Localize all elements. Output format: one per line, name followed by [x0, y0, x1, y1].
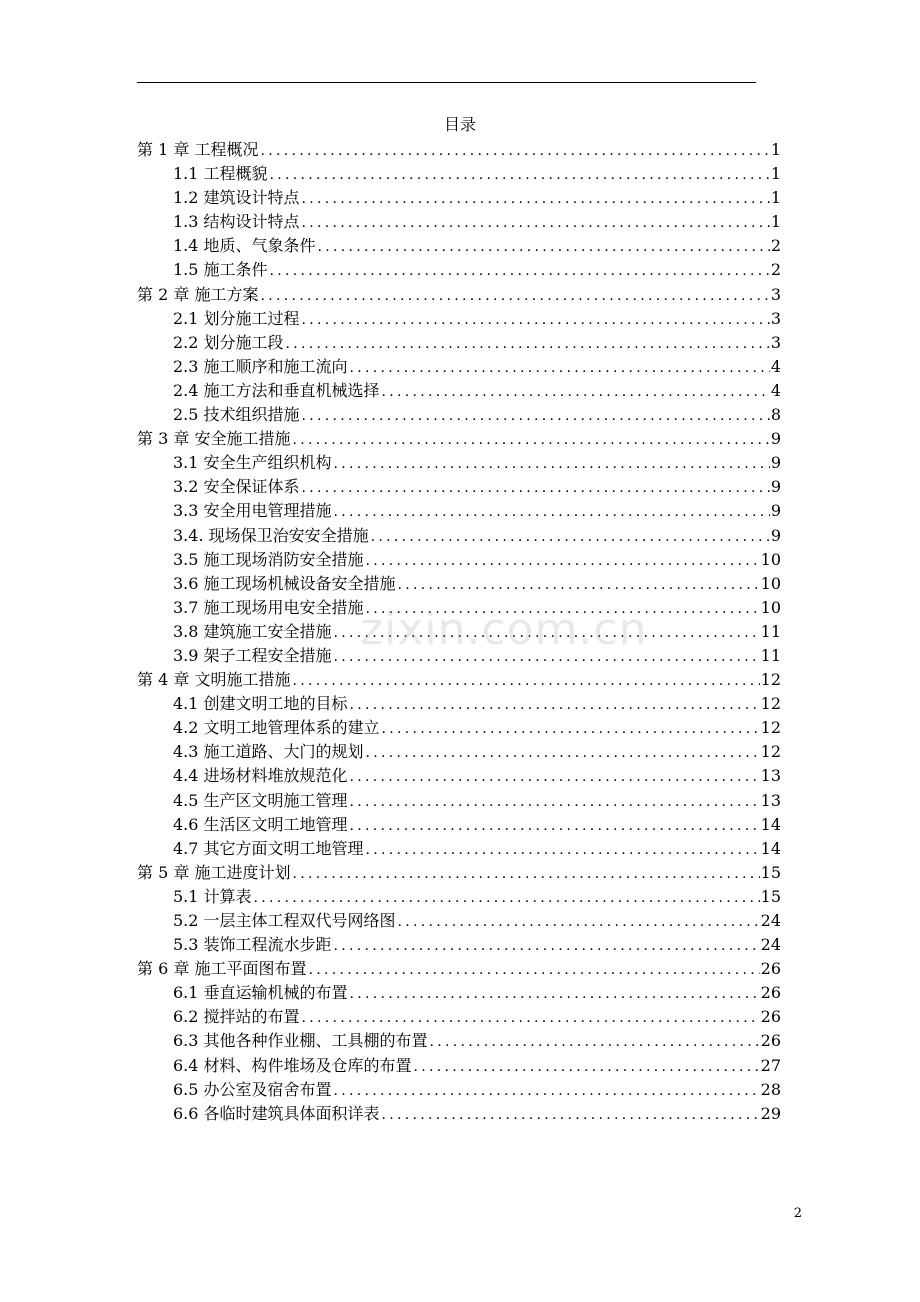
toc-entry-label: 6.6 各临时建筑具体面积详表: [173, 1103, 380, 1123]
table-of-contents: [137, 138, 781, 1126]
toc-dot-leader: [302, 404, 770, 428]
toc-dot-leader: [366, 549, 760, 573]
toc-entry-label: 3.4. 现场保卫治安安全措施: [173, 525, 369, 545]
toc-entry-page: 1: [770, 212, 781, 232]
toc-entry-label: 1.3 结构设计特点: [173, 212, 300, 232]
toc-dot-leader: [302, 187, 770, 211]
toc-entry-page: 10: [760, 573, 781, 593]
toc-dot-leader: [371, 525, 770, 549]
toc-dot-leader: [366, 838, 760, 862]
toc-section-entry[interactable]: [137, 186, 781, 210]
toc-entry-page: 2: [770, 236, 781, 256]
page-number: 2: [793, 1206, 802, 1221]
toc-entry-page: 1: [770, 188, 781, 208]
toc-entry-label: 2.2 划分施工段: [173, 332, 284, 352]
toc-section-entry[interactable]: [137, 764, 781, 788]
toc-dot-leader: [302, 476, 770, 500]
toc-section-entry[interactable]: [137, 572, 781, 596]
toc-entry-page: 26: [760, 1007, 781, 1027]
toc-section-entry[interactable]: [137, 1005, 781, 1029]
toc-entry-page: 4: [770, 356, 781, 376]
toc-entry-label: 3.1 安全生产组织机构: [173, 453, 332, 473]
toc-entry-page: 24: [760, 935, 781, 955]
toc-chapter-entry[interactable]: [137, 283, 781, 307]
toc-section-entry[interactable]: [137, 307, 781, 331]
toc-entry-page: 27: [760, 1055, 781, 1075]
toc-section-entry[interactable]: [137, 909, 781, 933]
toc-dot-leader: [398, 910, 760, 934]
toc-entry-page: 26: [760, 959, 781, 979]
toc-section-entry[interactable]: [137, 379, 781, 403]
toc-entry-page: 26: [760, 983, 781, 1003]
toc-section-entry[interactable]: [137, 644, 781, 668]
toc-entry-label: 2.1 划分施工过程: [173, 308, 300, 328]
toc-entry-label: 4.3 施工道路、大门的规划: [173, 742, 364, 762]
toc-entry-page: 15: [760, 886, 781, 906]
toc-dot-leader: [302, 1006, 760, 1030]
toc-dot-leader: [350, 982, 760, 1006]
toc-entry-label: 4.2 文明工地管理体系的建立: [173, 718, 380, 738]
toc-entry-label: 3.8 建筑施工安全措施: [173, 621, 332, 641]
toc-section-entry[interactable]: [137, 331, 781, 355]
toc-entry-label: 第 6 章 施工平面图布置: [137, 959, 307, 979]
toc-dot-leader: [366, 597, 760, 621]
toc-entry-page: 29: [760, 1103, 781, 1123]
toc-entry-label: 5.3 装饰工程流水步距: [173, 935, 332, 955]
toc-dot-leader: [292, 862, 759, 886]
toc-dot-leader: [398, 573, 760, 597]
toc-entry-page: 11: [760, 645, 781, 665]
toc-dot-leader: [334, 452, 770, 476]
toc-dot-leader: [334, 621, 760, 645]
toc-dot-leader: [270, 163, 770, 187]
toc-entry-label: 3.9 架子工程安全措施: [173, 645, 332, 665]
toc-section-entry[interactable]: [137, 1102, 781, 1126]
toc-entry-label: 第 5 章 施工进度计划: [137, 862, 291, 882]
toc-entry-label: 第 4 章 文明施工措施: [137, 670, 291, 690]
toc-dot-leader: [260, 284, 769, 308]
toc-entry-page: 8: [770, 405, 781, 425]
toc-entry-label: 6.2 搅拌站的布置: [173, 1007, 300, 1027]
toc-entry-page: 26: [760, 1031, 781, 1051]
toc-dot-leader: [334, 500, 770, 524]
toc-dot-leader: [430, 1030, 760, 1054]
toc-dot-leader: [334, 645, 760, 669]
toc-section-entry[interactable]: [137, 451, 781, 475]
toc-section-entry[interactable]: [137, 813, 781, 837]
toc-dot-leader: [382, 717, 760, 741]
toc-dot-leader: [334, 1079, 760, 1103]
toc-entry-label: 第 1 章 工程概况: [137, 140, 259, 159]
toc-section-entry[interactable]: [137, 210, 781, 234]
toc-title: 目录: [443, 115, 476, 134]
toc-entry-label: 4.7 其它方面文明工地管理: [173, 838, 364, 858]
toc-chapter-entry[interactable]: [137, 138, 781, 162]
toc-entry-page: 14: [760, 814, 781, 834]
toc-entry-page: 14: [760, 838, 781, 858]
watermark: zixin.com.cn: [360, 604, 648, 655]
toc-entry-label: 6.4 材料、构件堆场及仓库的布置: [173, 1055, 412, 1075]
toc-section-entry[interactable]: [137, 789, 781, 813]
toc-entry-label: 3.6 施工现场机械设备安全措施: [173, 573, 396, 593]
toc-section-entry[interactable]: [137, 740, 781, 764]
toc-entry-page: 3: [770, 284, 781, 304]
toc-dot-leader: [292, 428, 769, 452]
toc-entry-page: 9: [770, 453, 781, 473]
toc-dot-leader: [414, 1055, 760, 1079]
toc-section-entry[interactable]: [137, 837, 781, 861]
toc-entry-page: 9: [770, 501, 781, 521]
toc-entry-label: 2.3 施工顺序和施工流向: [173, 356, 348, 376]
toc-dot-leader: [302, 211, 770, 235]
toc-chapter-entry[interactable]: [137, 427, 781, 451]
toc-section-entry[interactable]: [137, 692, 781, 716]
toc-section-entry[interactable]: [137, 1029, 781, 1053]
toc-dot-leader: [270, 259, 770, 283]
toc-entry-page: 9: [770, 525, 781, 545]
toc-section-entry[interactable]: [137, 403, 781, 427]
toc-entry-page: 24: [760, 911, 781, 930]
toc-entry-label: 6.1 垂直运输机械的布置: [173, 983, 348, 1003]
toc-entry-label: 第 2 章 施工方案: [137, 284, 259, 304]
toc-dot-leader: [382, 1103, 760, 1127]
toc-dot-leader: [350, 790, 760, 814]
toc-entry-page: 1: [770, 140, 781, 159]
toc-dot-leader: [350, 814, 760, 838]
toc-entry-label: 第 3 章 安全施工措施: [137, 429, 291, 449]
toc-chapter-entry[interactable]: [137, 668, 781, 692]
toc-section-entry[interactable]: [137, 981, 781, 1005]
toc-dot-leader: [350, 693, 760, 717]
toc-entry-label: 4.1 创建文明工地的目标: [173, 694, 348, 714]
toc-section-entry[interactable]: [137, 355, 781, 379]
toc-section-entry[interactable]: [137, 258, 781, 282]
toc-entry-label: 4.6 生活区文明工地管理: [173, 814, 348, 834]
toc-entry-label: 1.2 建筑设计特点: [173, 188, 300, 208]
toc-section-entry[interactable]: [137, 548, 781, 572]
toc-entry-label: 1.1 工程概貌: [173, 164, 268, 184]
toc-entry-page: 10: [760, 549, 781, 569]
toc-section-entry[interactable]: [137, 499, 781, 523]
toc-entry-page: 10: [760, 597, 781, 617]
toc-section-entry[interactable]: [137, 716, 781, 740]
toc-entry-label: 6.3 其他各种作业棚、工具棚的布置: [173, 1031, 428, 1051]
toc-section-entry[interactable]: [137, 524, 781, 548]
toc-entry-label: 4.4 进场材料堆放规范化: [173, 766, 348, 786]
toc-entry-label: 6.5 办公室及宿舍布置: [173, 1079, 332, 1099]
toc-entry-page: 3: [770, 332, 781, 352]
toc-entry-label: 5.1 计算表: [173, 886, 252, 906]
toc-entry-label: 2.4 施工方法和垂直机械选择: [173, 380, 380, 400]
toc-entry-page: 12: [760, 670, 781, 690]
toc-dot-leader: [302, 308, 770, 332]
toc-dot-leader: [350, 356, 770, 380]
toc-dot-leader: [350, 765, 760, 789]
toc-dot-leader: [286, 332, 770, 356]
toc-dot-leader: [382, 380, 770, 404]
toc-section-entry[interactable]: [137, 933, 781, 957]
toc-entry-page: 2: [770, 260, 781, 280]
toc-section-entry[interactable]: [137, 885, 781, 909]
toc-entry-label: 3.5 施工现场消防安全措施: [173, 549, 364, 569]
toc-entry-label: 5.2 一层主体工程双代号网络图: [173, 911, 396, 930]
toc-entry-page: 4: [770, 380, 781, 400]
toc-entry-page: 12: [760, 718, 781, 738]
toc-entry-page: 28: [760, 1079, 781, 1099]
toc-dot-leader: [260, 139, 769, 163]
toc-dot-leader: [334, 934, 760, 958]
toc-section-entry[interactable]: [137, 596, 781, 620]
toc-entry-page: 12: [760, 694, 781, 714]
toc-dot-leader: [254, 886, 760, 910]
toc-entry-label: 3.2 安全保证体系: [173, 477, 300, 497]
toc-entry-page: 13: [760, 766, 781, 786]
toc-section-entry[interactable]: [137, 162, 781, 186]
toc-dot-leader: [292, 669, 759, 693]
toc-entry-label: 3.3 安全用电管理措施: [173, 501, 332, 521]
toc-entry-label: 4.5 生产区文明施工管理: [173, 790, 348, 810]
toc-entry-page: 9: [770, 429, 781, 449]
toc-dot-leader: [308, 958, 759, 982]
toc-entry-page: 1: [770, 164, 781, 184]
toc-entry-label: 2.5 技术组织措施: [173, 405, 300, 425]
toc-entry-label: 1.5 施工条件: [173, 260, 268, 280]
toc-section-entry[interactable]: [137, 1078, 781, 1102]
toc-entry-label: 3.7 施工现场用电安全措施: [173, 597, 364, 617]
toc-entry-label: 1.4 地质、气象条件: [173, 236, 316, 256]
toc-entry-page: 11: [760, 621, 781, 641]
toc-dot-leader: [318, 235, 770, 259]
toc-section-entry[interactable]: [137, 475, 781, 499]
toc-chapter-entry[interactable]: [137, 861, 781, 885]
toc-section-entry[interactable]: [137, 1054, 781, 1078]
toc-section-entry[interactable]: [137, 620, 781, 644]
toc-dot-leader: [366, 741, 760, 765]
toc-entry-page: 3: [770, 308, 781, 328]
toc-chapter-entry[interactable]: [137, 957, 781, 981]
toc-entry-page: 12: [760, 742, 781, 762]
toc-section-entry[interactable]: [137, 234, 781, 258]
header-rule: [137, 82, 756, 83]
toc-entry-page: 9: [770, 477, 781, 497]
toc-entry-page: 15: [760, 862, 781, 882]
toc-entry-page: 13: [760, 790, 781, 810]
